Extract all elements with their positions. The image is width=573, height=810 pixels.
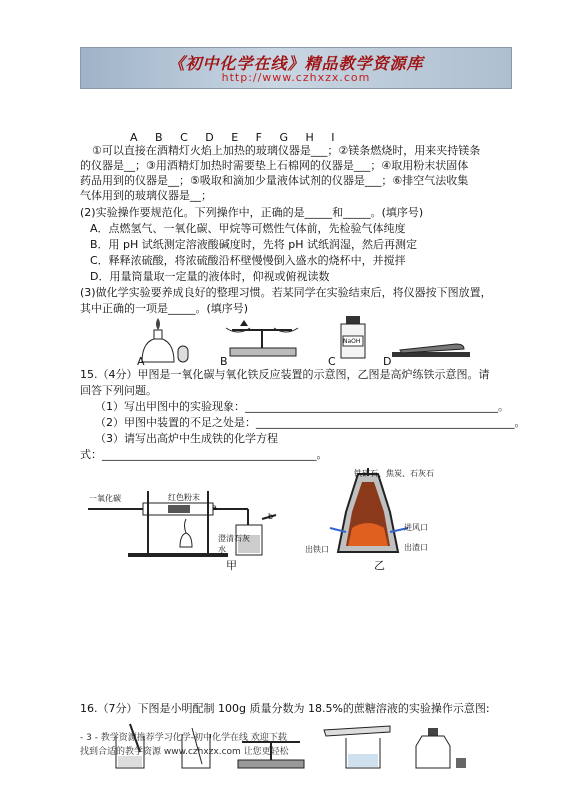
q14-part1-line2: 的仪器是__；③用酒精灯加热时需要垫上石棉网的仪器是___；④取用粉末状固体 (80, 159, 469, 172)
q14-part3-line2: 其中正确的一项是_____。(填序号) (80, 302, 249, 315)
iron-outlet-label: 出铁口 (305, 545, 329, 554)
figure-jia-caption: 甲 (226, 559, 237, 572)
red-powder-label: 红色粉末 (168, 493, 200, 502)
q14-part2-head: (2)实验操作要规范化。下列操作中，正确的是_____和_____。(填序号) (80, 206, 424, 219)
q16-head: 16.（7分）下图是小明配制 100g 质量分数为 18.5%的蔗糖溶液的实验操作示意图: (80, 702, 490, 715)
banner-title: 《初中化学在线》精品教学资源库 (168, 54, 424, 73)
co-label: 一氧化碳 (89, 494, 121, 503)
q14-option-c: C．释释浓硫酸，将浓硫酸沿杯壁慢慢倒入盛水的烧杯中，并搅拌 (90, 254, 406, 267)
q14-option-b: B．用 pH 试纸测定溶液酸碱度时，先将 pH 试纸润湿，然后再测定 (90, 238, 418, 251)
q14-option-d: D．用量筒量取一定量的液体时，仰视或俯视读数 (90, 270, 330, 283)
q14-part3-line1: (3)做化学实验要养成良好的整理习惯。若某同学在实验结束后，将仪器按下图放置， (80, 286, 492, 299)
alcohol-lamp-figure (120, 318, 190, 366)
q15-sub3: （3）请写出高炉中生成铁的化学方程 (95, 432, 278, 445)
option-c-label: C (328, 355, 336, 368)
footer-line2: 找到合适的教学资源 www.czhxzx.com 让您更轻松 (80, 747, 289, 757)
balance-figure (222, 318, 302, 358)
footer-line1: - 3 - 教学资源推荐学习化学-初中化学在线 欢迎下载 (80, 733, 287, 743)
q15-head-line2: 回答下列问题。 (80, 384, 157, 397)
instrument-letters: A B C D E F G H I (130, 131, 335, 144)
header-banner (80, 47, 512, 89)
option-a-label: A (137, 355, 145, 368)
q14-part1-line4: 气体用到的玻璃仪器是__； (80, 189, 212, 202)
label-a: a (212, 503, 217, 512)
q15-sub3-cont: 式：_______________________________________。 (80, 448, 328, 461)
figure-yi-caption: 乙 (374, 559, 385, 572)
q14-part1-line1: ①可以直接在酒精灯火焰上加热的玻璃仪器是___；②镁条燃烧时，用来夹持镁条 (92, 144, 481, 157)
option-b-label: B (220, 355, 228, 368)
q15-sub1: （1）写出甲图中的实验现象：______________________________________________。 (95, 400, 509, 413)
limewater-label: 澄清石灰水 (218, 534, 250, 554)
q14-part1-line3: 药品用到的仪器是__；⑤吸取和滴加少量液体试剂的仪器是___；⑥排空气法收集 (80, 174, 469, 187)
test-tube-rack-figure (392, 340, 472, 360)
banner-url: http://www.czhxzx.com (221, 71, 371, 84)
furnace-top-label: 铁矿石、焦炭、石灰石 (354, 469, 434, 478)
option-d-label: D (383, 355, 392, 368)
q14-option-a: A．点燃氢气、一氧化碳、甲烷等可燃性气体前，先检验气体纯度 (90, 222, 406, 235)
q15-head-line1: 15.（4分）甲图是一氧化碳与氧化铁反应装置的示意图，乙图是高炉练铁示意图。请 (80, 368, 490, 381)
air-inlet-label: 进风口 (404, 523, 428, 532)
label-b: b (268, 512, 274, 521)
naoh-label: NaOH (343, 338, 361, 345)
q15-sub2: （2）甲图中装置的不足之处是：_______________________________________________。 (95, 416, 526, 429)
slag-outlet-label: 出渣口 (404, 543, 428, 552)
